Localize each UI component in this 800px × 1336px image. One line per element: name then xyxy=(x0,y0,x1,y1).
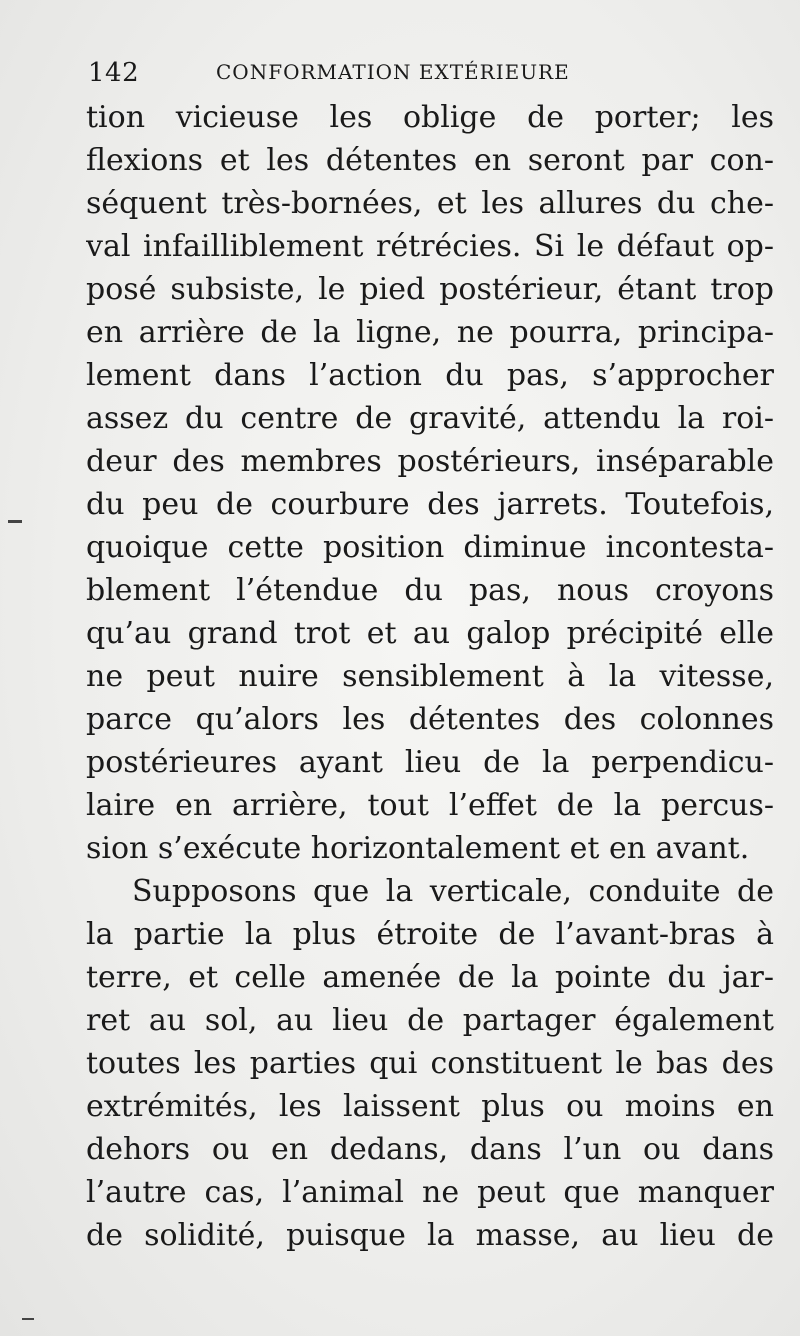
text-line: ne peut nuire sensiblement à la vitesse, xyxy=(86,659,774,694)
paragraph-1 xyxy=(86,96,774,870)
text-line: val infailliblement rétrécies. Si le défaut op- xyxy=(86,229,774,264)
text-line: du peu de courbure des jarrets. Toutefois, xyxy=(86,487,774,522)
text-line: flexions et les détentes en seront par con- xyxy=(86,143,774,178)
text-line: la partie la plus étroite de l’avant-bras à xyxy=(86,917,774,952)
text-line: en arrière de la ligne, ne pourra, principa- xyxy=(86,315,774,350)
text-line: de solidité, puisque la masse, au lieu de xyxy=(86,1218,774,1253)
margin-mark xyxy=(8,520,22,523)
text-line: postérieures ayant lieu de la perpendicu- xyxy=(86,745,774,780)
text-line: lement dans l’action du pas, s’approcher xyxy=(86,358,774,393)
text-line: deur des membres postérieurs, inséparable xyxy=(86,444,774,479)
text-line: qu’au grand trot et au galop précipité elle xyxy=(86,616,774,651)
text-line: toutes les parties qui constituent le bas des xyxy=(86,1046,774,1081)
text-line: parce qu’alors les détentes des colonnes xyxy=(86,702,774,737)
page-number: 142 xyxy=(88,58,140,88)
text-line: extrémités, les laissent plus ou moins en xyxy=(86,1089,774,1124)
text-line: laire en arrière, tout l’effet de la percus- xyxy=(86,788,774,823)
text-line: blement l’étendue du pas, nous croyons xyxy=(86,573,774,608)
text-line: ret au sol, au lieu de partager également xyxy=(86,1003,774,1038)
running-head: CONFORMATION EXTÉRIEURE xyxy=(216,60,570,84)
text-line: posé subsiste, le pied postérieur, étant trop xyxy=(86,272,774,307)
body-text xyxy=(86,96,774,1257)
text-line: sion s’exécute horizontalement et en avant. xyxy=(86,831,750,866)
text-line: l’autre cas, l’animal ne peut que manquer xyxy=(86,1175,774,1210)
text-line: séquent très-bornées, et les allures du che- xyxy=(86,186,774,221)
margin-mark xyxy=(22,1318,34,1320)
text-line: assez du centre de gravité, attendu la roi- xyxy=(86,401,774,436)
text-line: quoique cette position diminue incontesta- xyxy=(86,530,774,565)
text-line: tion vicieuse les oblige de porter; les xyxy=(86,100,774,135)
text-line: dehors ou en dedans, dans l’un ou dans xyxy=(86,1132,774,1167)
text-line: Supposons que la verticale, conduite de xyxy=(132,874,774,909)
text-line: terre, et celle amenée de la pointe du jar- xyxy=(86,960,774,995)
paragraph-2 xyxy=(86,870,774,1257)
page-header xyxy=(88,58,738,88)
